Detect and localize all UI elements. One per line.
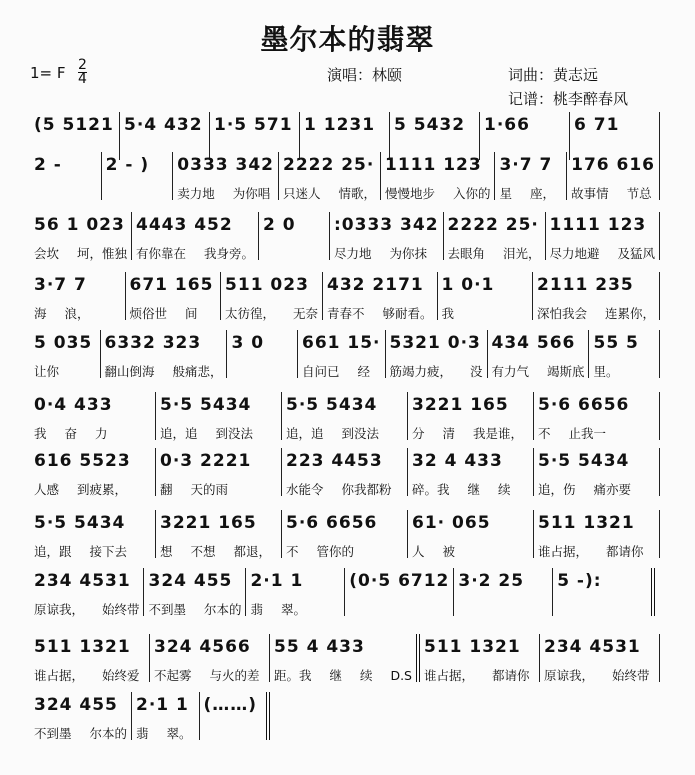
measure xyxy=(546,212,660,260)
measure-lyrics: 分 清 我是谁， xyxy=(412,426,523,441)
measure-lyrics: 原谅我， 始终带 xyxy=(544,668,650,683)
measure-lyrics: 自问已 经 xyxy=(301,364,370,379)
measure-lyrics: 不到墨 尔本的 xyxy=(34,726,127,741)
measure xyxy=(101,330,228,378)
measure-lyrics: 人感 到疲累， xyxy=(34,482,127,497)
measure xyxy=(30,510,156,558)
measure-notes: 2222 25· xyxy=(447,215,539,235)
measure xyxy=(156,392,282,440)
measure-lyrics: 不起雾 与火的差 xyxy=(154,668,260,683)
measure-lyrics: 翡 翠。 xyxy=(250,602,306,617)
measure-notes: :0333 342 xyxy=(334,215,439,235)
measure-notes: (……) xyxy=(203,695,258,715)
measure-lyrics: 碎。我 继 续 xyxy=(412,482,511,497)
measure-notes: 5·5 5434 xyxy=(286,395,378,415)
score-row xyxy=(30,152,660,200)
measure-notes: 55 5 xyxy=(593,333,639,353)
time-signature xyxy=(78,59,87,86)
measure-lyrics: 有你靠在 我身旁。 xyxy=(135,246,254,261)
measure xyxy=(408,448,534,496)
measure-notes: 4443 452 xyxy=(135,215,233,235)
singer-credit: 演唱：林颐 xyxy=(327,66,403,84)
score-row xyxy=(30,510,660,558)
measure xyxy=(30,634,150,682)
measure-notes: 2·1 1 xyxy=(135,695,189,715)
measure xyxy=(246,568,345,616)
measure-lyrics: 筋竭力疲， 没 xyxy=(389,364,483,379)
time-sig-bottom: 4 xyxy=(78,71,87,87)
measure-lyrics: 追，追 到没法 xyxy=(160,426,253,441)
measure xyxy=(444,212,546,260)
measure-notes: 6332 323 xyxy=(104,333,202,353)
measure-notes: 176 616 xyxy=(571,155,655,175)
measure xyxy=(126,272,222,320)
measure-notes: 1 0·1 xyxy=(441,275,495,295)
measure xyxy=(279,152,381,200)
measure-notes: 3·7 7 xyxy=(499,155,553,175)
measure-lyrics: 谁占据， 始终爱 xyxy=(34,668,140,683)
score-row xyxy=(30,330,660,378)
measure-lyrics: 谁占据， 都请你 xyxy=(424,668,530,683)
measure-notes: 1·5 571 xyxy=(214,115,293,135)
measure-notes: 55 4 433 xyxy=(274,637,365,657)
measure xyxy=(282,448,408,496)
measure-notes: 223 4453 xyxy=(286,451,383,471)
measure-notes: 511 1321 xyxy=(538,513,635,533)
measure xyxy=(298,330,386,378)
measure xyxy=(30,272,126,320)
measure-notes: 6 71 xyxy=(574,115,620,135)
measure-lyrics: 海 浪， xyxy=(34,306,90,321)
score-row xyxy=(30,212,660,260)
time-sig-top: 2 xyxy=(78,57,87,73)
measure-lyrics: 尽力地 为你抹 xyxy=(334,246,427,261)
measure-lyrics: 青春不 够耐看。 xyxy=(327,306,433,321)
measure xyxy=(282,392,408,440)
measure xyxy=(156,448,282,496)
measure-notes: 324 4566 xyxy=(154,637,251,657)
measure-notes: 0·4 433 xyxy=(34,395,113,415)
measure xyxy=(454,568,553,616)
measure xyxy=(540,634,660,682)
measure-lyrics: 追，跟 接下去 xyxy=(34,544,127,559)
measure xyxy=(408,392,534,440)
measure xyxy=(30,330,101,378)
measure xyxy=(282,510,408,558)
measure-lyrics: 深怕我会 连累你， xyxy=(537,306,655,321)
measure xyxy=(221,272,323,320)
measure-notes: 1 1231 xyxy=(304,115,376,135)
measure-lyrics: 烦俗世 间 xyxy=(129,306,198,321)
measure-notes: 5 5432 xyxy=(394,115,466,135)
measure-lyrics: 人 被 xyxy=(412,544,455,559)
measure-notes: 5·4 432 xyxy=(124,115,203,135)
measure-lyrics: 不 管你的 xyxy=(286,544,354,559)
measure xyxy=(323,272,437,320)
measure-lyrics: 有力气 竭斯底 xyxy=(491,364,585,379)
measure-lyrics: 我 奋 力 xyxy=(34,426,108,441)
measure-lyrics: 太彷徨， 无奈 xyxy=(225,306,319,321)
measure xyxy=(386,330,488,378)
measure xyxy=(381,152,495,200)
measure-notes: 3221 165 xyxy=(160,513,257,533)
measure xyxy=(30,212,132,260)
score-row xyxy=(30,272,660,320)
measure xyxy=(345,568,454,616)
measure-lyrics: 星 座， xyxy=(499,186,555,201)
measure xyxy=(144,568,246,616)
measure-notes: 2111 235 xyxy=(537,275,634,295)
measure-notes: 2222 25· xyxy=(283,155,375,175)
measure-lyrics: 水能令 你我都粉 xyxy=(286,482,392,497)
measure-notes: 1111 123 xyxy=(549,215,647,235)
measure-notes: 3·7 7 xyxy=(34,275,87,295)
transcriber-credit: 记谱：桃李醉春风 xyxy=(508,90,629,108)
measure-notes: 5 035 xyxy=(34,333,93,353)
measure-lyrics: 故事情 节总 xyxy=(571,186,652,201)
measure-notes: 5321 0·3 xyxy=(389,333,481,353)
composer-credit: 词曲：黄志远 xyxy=(508,66,599,84)
measure-lyrics: 去眼角 泪光， xyxy=(447,246,541,261)
measure xyxy=(567,152,660,200)
measure xyxy=(534,392,660,440)
measure xyxy=(30,568,144,616)
measure xyxy=(173,152,279,200)
measure-notes: 661 15· xyxy=(301,333,381,353)
measure xyxy=(438,272,534,320)
song-title: 墨尔本的翡翠 xyxy=(260,23,435,56)
measure xyxy=(420,634,540,682)
measure-lyrics: 会坎 坷，惟独 xyxy=(34,246,127,261)
measure-lyrics: 翡 翠。 xyxy=(135,726,192,741)
measure-lyrics: 原谅我， 始终带 xyxy=(34,602,140,617)
measure xyxy=(589,330,660,378)
measure-notes: (0·5 6712 xyxy=(349,571,450,591)
measure xyxy=(330,212,444,260)
measure-notes: 234 4531 xyxy=(34,571,131,591)
measure xyxy=(408,510,534,558)
measure xyxy=(132,692,200,740)
measure xyxy=(553,568,655,616)
measure-notes: 671 165 xyxy=(129,275,214,295)
measure-lyrics: 慢慢地步 入你的 xyxy=(384,186,491,201)
measure-notes: 511 1321 xyxy=(424,637,521,657)
measure xyxy=(227,330,298,378)
measure xyxy=(200,692,271,740)
measure-lyrics: 追，伤 痛亦要 xyxy=(538,482,631,497)
measure-notes: 2 - ) xyxy=(105,155,150,175)
measure xyxy=(259,212,330,260)
measure-notes: 3 0 xyxy=(231,333,265,353)
measure-notes: 32 4 433 xyxy=(412,451,503,471)
measure-notes: 1·66 xyxy=(484,115,530,135)
measure-lyrics: 追，追 到没法 xyxy=(286,426,379,441)
measure-lyrics: 翻山倒海 般痛悲， xyxy=(104,364,223,379)
score-row xyxy=(30,634,660,682)
measure-notes: 5·5 5434 xyxy=(34,513,126,533)
measure-notes: 1111 123 xyxy=(384,155,482,175)
measure xyxy=(30,152,102,200)
measure-notes: 2 0 xyxy=(262,215,296,235)
measure-notes: 3·2 25 xyxy=(458,571,525,591)
measure xyxy=(132,212,259,260)
measure-lyrics: 翻 天的雨 xyxy=(160,482,228,497)
measure xyxy=(30,448,156,496)
measure-notes: 434 566 xyxy=(491,333,576,353)
score-row xyxy=(30,392,660,440)
measure-notes: 61· 065 xyxy=(412,513,491,533)
score-row xyxy=(30,448,660,496)
measure-lyrics: 里。 xyxy=(593,364,619,379)
score-row xyxy=(30,692,270,740)
measure xyxy=(270,634,420,682)
measure-notes: 432 2171 xyxy=(327,275,424,295)
measure-notes: (5 5121 xyxy=(34,115,114,135)
measure-notes: 324 455 xyxy=(34,695,118,715)
measure xyxy=(534,448,660,496)
measure-notes: 0·3 2221 xyxy=(160,451,252,471)
measure-lyrics: 不 止我一 xyxy=(538,426,606,441)
measure-notes: 5 -): xyxy=(557,571,602,591)
measure xyxy=(150,634,270,682)
key-signature: 1= F xyxy=(30,64,66,82)
measure-notes: 5·5 5434 xyxy=(538,451,630,471)
measure-lyrics: 谁占据， 都请你 xyxy=(538,544,644,559)
measure-lyrics: 距。我 继 续 D.S xyxy=(274,668,412,683)
measure-notes: 3221 165 xyxy=(412,395,509,415)
measure xyxy=(156,510,282,558)
measure-notes: 0333 342 xyxy=(177,155,274,175)
measure-notes: 324 455 xyxy=(148,571,233,591)
measure-notes: 2·1 1 xyxy=(250,571,304,591)
measure xyxy=(495,152,567,200)
measure xyxy=(488,330,590,378)
score-row xyxy=(30,568,655,616)
measure-lyrics: 我 xyxy=(441,306,455,321)
measure-notes: 5·6 6656 xyxy=(286,513,378,533)
measure-notes: 616 5523 xyxy=(34,451,131,471)
measure xyxy=(30,392,156,440)
measure xyxy=(30,692,132,740)
measure-lyrics: 让你 xyxy=(34,364,60,379)
measure-lyrics: 不到墨 尔本的 xyxy=(148,602,242,617)
measure-notes: 5·5 5434 xyxy=(160,395,252,415)
measure-lyrics: 尽力地避 及猛风 xyxy=(549,246,655,261)
measure-notes: 5·6 6656 xyxy=(538,395,630,415)
measure xyxy=(534,510,660,558)
measure xyxy=(102,152,174,200)
measure-notes: 511 023 xyxy=(225,275,309,295)
measure-notes: 234 4531 xyxy=(544,637,641,657)
measure-lyrics: 想 不想 都退， xyxy=(160,544,271,559)
measure-notes: 511 1321 xyxy=(34,637,131,657)
measure xyxy=(533,272,660,320)
measure-notes: 2 - xyxy=(34,155,62,175)
measure-lyrics: 卖力地 为你唱 xyxy=(177,186,271,201)
measure-lyrics: 只迷人 情歌， xyxy=(283,186,376,201)
measure-notes: 56 1 023 xyxy=(34,215,125,235)
